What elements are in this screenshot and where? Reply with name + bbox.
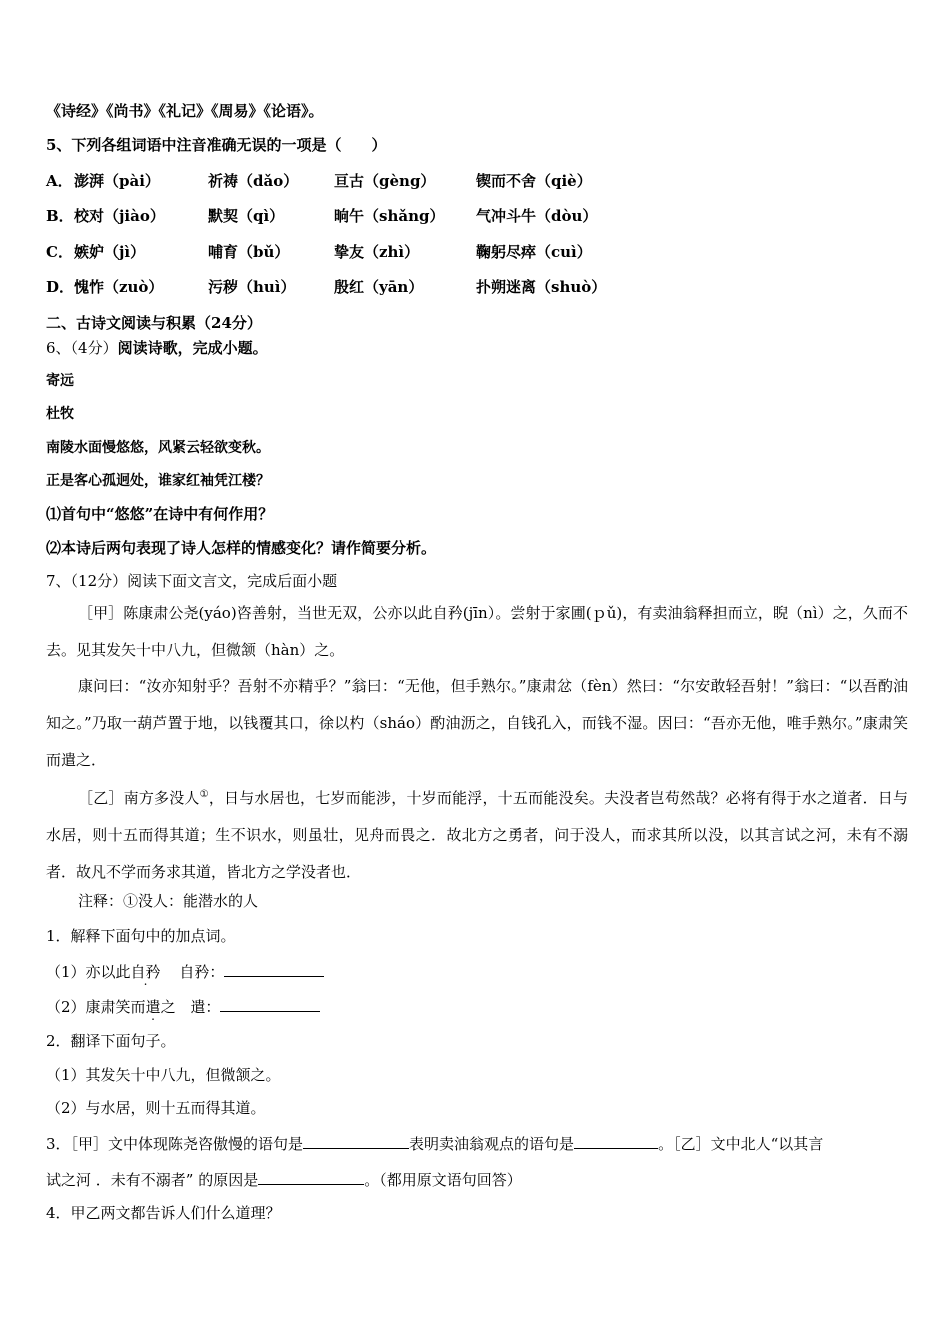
answer-blank-3c[interactable] [258, 1168, 364, 1185]
q5-b-item1: 校对（jiào） [74, 207, 165, 225]
top-line: 《诗经》《尚书》《礼记》《周易》《论语》。 [46, 102, 324, 120]
dotted-word-2: 遣 [145, 998, 161, 1016]
poem-line-2: 正是客心孤迥处，谁家红袖凭江楼？ [46, 473, 270, 489]
q7-sub-1b-post: 之 [160, 998, 176, 1016]
q5-a-item2: 祈祷（dǎo） [208, 172, 299, 190]
q7-sub-1b [46, 995, 320, 1017]
poem-title: 寄远 [46, 373, 74, 389]
dotted-word-1: 自矜 [130, 963, 161, 981]
q5-a-item1: 澎湃（pài） [74, 172, 160, 190]
q7-yi-para-rest: ，日与水居也，七岁而能涉，十岁而能浮，十五而能没矣。夫没者岂苟然哉？必将有得于水之道者．日与水居，则十五而得其道；生不识水，则虽壮，见舟而畏之．故北方之勇者，问于没人，而求其所以没，以其言试之河，未有不溺者．故凡不学而务求其道，皆北方之学没者也． [46, 789, 908, 881]
q5-c-item3: 挚友（zhì） [334, 243, 420, 261]
q7-yi-para [46, 776, 908, 891]
q7-sub-3-line2 [46, 1168, 522, 1190]
q5-b-item4: 气冲斗牛（dòu） [476, 207, 598, 225]
q7-sub-2b: （2）与水居，则十五而得其道。 [46, 1099, 266, 1117]
q5-a-item3: 亘古（gèng） [334, 172, 436, 190]
q5-d-item4: 扑朔迷离（shuò） [476, 278, 607, 296]
q7-sub-3-part-b: 表明卖油翁观点的语句是 [409, 1135, 575, 1153]
answer-blank-1a[interactable] [224, 960, 324, 977]
q7-sub-3-part-a: 3．［甲］文中体现陈尧咨傲慢的语句是 [46, 1135, 304, 1153]
q5-c-label: C． [46, 243, 73, 261]
q7-sub-1b-label: 遣： [190, 998, 221, 1016]
q7-jia-para-1: ［甲］陈康肃公尧(yáo)咨善射，当世无双，公亦以此自矜(jīn）。尝射于家圃(ｐǔ)，有卖油翁释担而立，睨（nì）之，久而不去。见其发矢十中八九，但微颔（hàn）之。 [46, 604, 908, 659]
q7-sub-1b-prefix: （2）康肃笑而 [46, 998, 146, 1016]
q5-b-item3: 晌午（shǎng） [334, 207, 445, 225]
q5-d-item2: 污秽（huì） [208, 278, 296, 296]
q7-stem: 7、（12分）阅读下面文言文，完成后面小题 [46, 572, 338, 590]
q5-d-label: D． [46, 278, 75, 296]
q6-sub-2: ⑵本诗后两句表现了诗人怎样的情感变化？请作简要分析。 [46, 539, 437, 557]
q5-d-item3: 殷红（yān） [334, 278, 424, 296]
q5-c-item2: 哺育（bǔ） [208, 243, 290, 261]
q7-note: 注释：①没人：能潜水的人 [78, 892, 259, 910]
q7-sub-1a-prefix: （1）亦以此 [46, 963, 131, 981]
q5-b-label: B． [46, 207, 74, 225]
q7-yi-para-start: ［乙］南方多没人 [78, 789, 200, 807]
footnote-marker: ① [199, 789, 209, 800]
q5-a-item4: 锲而不舍（qiè） [476, 172, 592, 190]
q5-a-label: A． [46, 172, 73, 190]
q7-sub-3-part-d: 试之河 ．未有不溺者” 的原因是 [46, 1171, 259, 1189]
q5-stem [46, 135, 386, 155]
poem-author: 杜牧 [46, 406, 74, 422]
q6-stem-main: 阅读诗歌，完成小题。 [117, 339, 268, 357]
q6-stem [46, 338, 268, 358]
answer-blank-3a[interactable] [303, 1132, 409, 1149]
answer-blank-1b[interactable] [220, 995, 320, 1012]
q7-sub-1: 1．解释下面句中的加点词。 [46, 927, 236, 945]
q7-sub-2: 2．翻译下面句子。 [46, 1032, 176, 1050]
q7-sub-4: 4．甲乙两文都告诉人们什么道理？ [46, 1204, 281, 1222]
q5-b-item2: 默契（qì） [208, 207, 285, 225]
q5-c-item4: 鞠躬尽瘁（cuì） [476, 243, 592, 261]
section-heading: 二、古诗文阅读与积累（24分） [46, 314, 262, 332]
q5-stem-text: 5、下列各组词语中注音准确无误的一项是（ ） [46, 136, 387, 154]
q5-d-item1: 愧怍（zuò） [74, 278, 164, 296]
q7-sub-3-part-c: 。［乙］文中北人“以其言 [658, 1135, 824, 1153]
q6-sub-1: ⑴首句中“悠悠”在诗中有何作用？ [46, 505, 274, 523]
q6-stem-prefix: 6、（4分） [46, 339, 118, 357]
q7-sub-2a: （1）其发矢十中八九，但微颔之。 [46, 1066, 281, 1084]
q7-sub-1a [46, 960, 324, 982]
poem-line-1: 南陵水面慢悠悠，风紧云轻欲变秋。 [46, 440, 270, 456]
q7-sub-1a-label: 自矜： [179, 963, 225, 981]
q5-c-item1: 嫉妒（jì） [74, 243, 146, 261]
q7-sub-3-line1 [46, 1132, 823, 1154]
q7-sub-3-part-e: 。（都用原文语句回答） [364, 1171, 522, 1189]
q7-jia-para-2: 康问曰：“汝亦知射乎？吾射不亦精乎？”翁曰：“无他，但手熟尔。”康肃忿（fèn）然曰：“尔安敢轻吾射！”翁曰：“以吾酌油知之。”乃取一葫芦置于地，以钱覆其口，徐以杓（sháo）酌油沥之，自钱孔入，而钱不湿。因曰：“吾亦无他，唯手熟尔。”康肃笑而遣之． [46, 677, 908, 769]
answer-blank-3b[interactable] [574, 1132, 658, 1149]
